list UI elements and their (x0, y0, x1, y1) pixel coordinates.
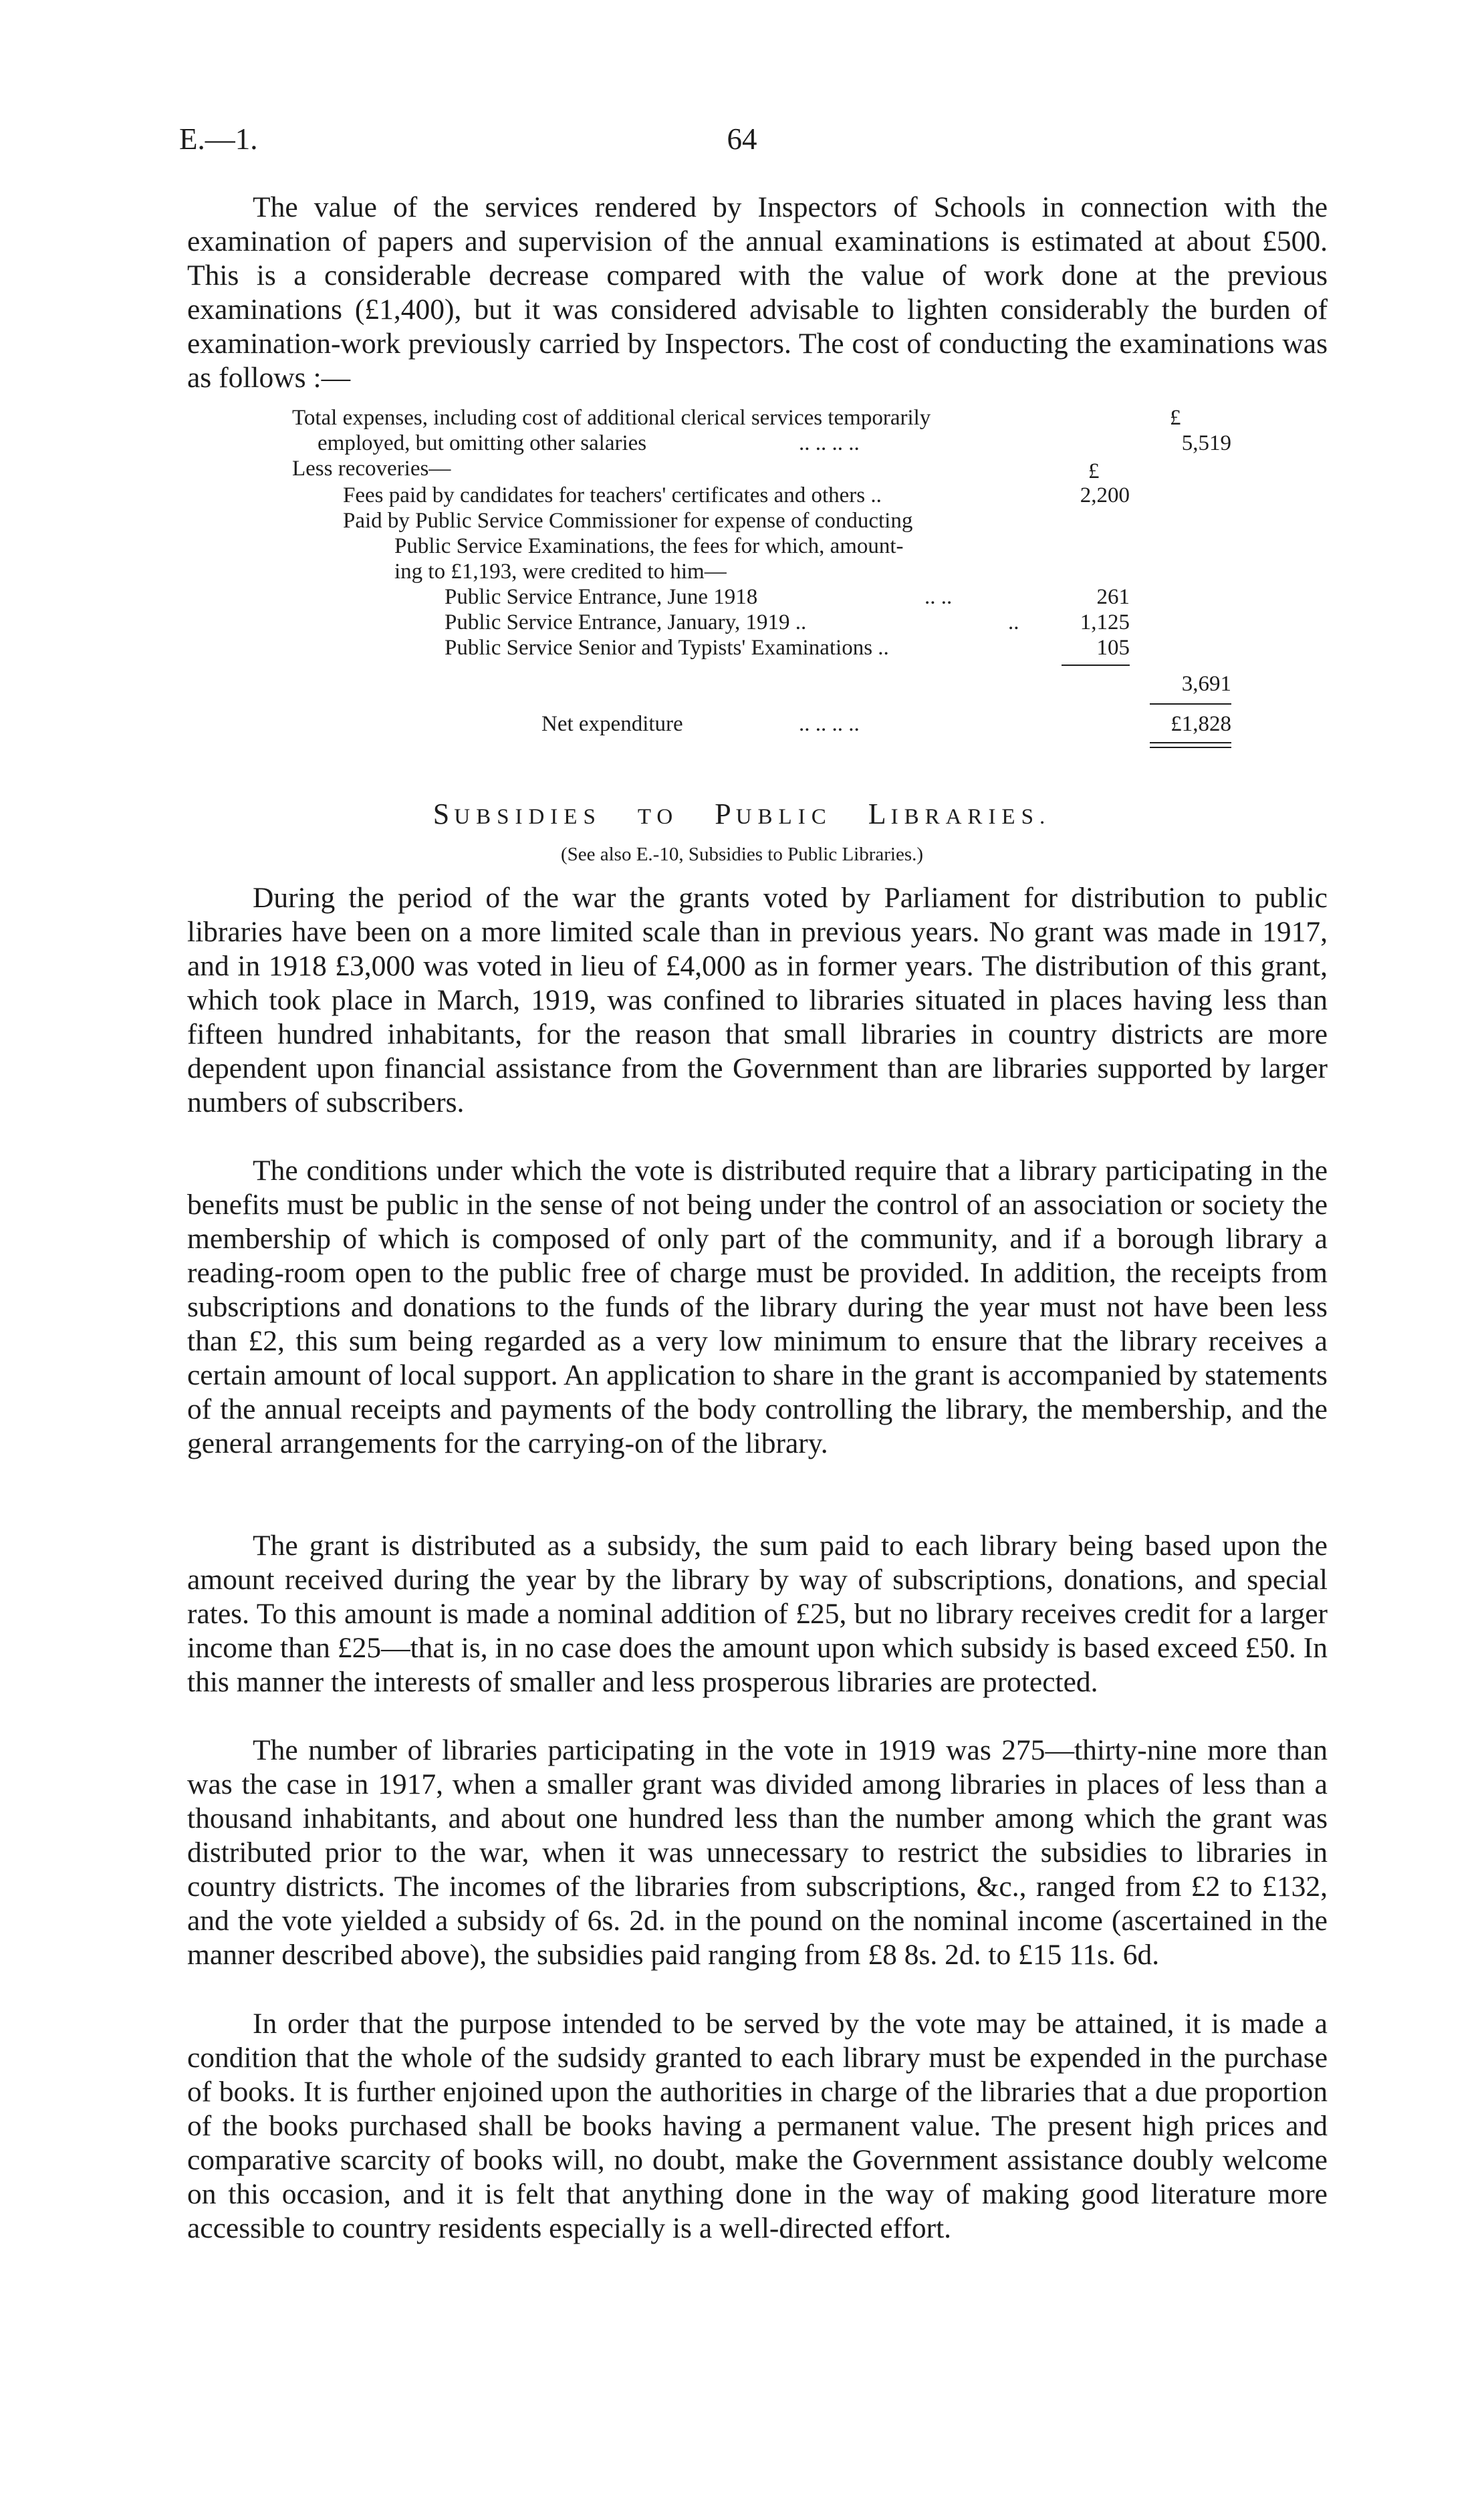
june-1918-entrance-label: Public Service Entrance, June 1918 (445, 585, 758, 609)
page-number: 64 (727, 122, 757, 156)
senior-typists-exam-value: 105 (1096, 636, 1130, 660)
less-recoveries-label: Less recoveries— (292, 457, 451, 481)
total-expenses-line-1: Total expenses, including cost of additional clerical services temporarily (292, 406, 931, 430)
paragraph-book-purchase: In order that the purpose intended to be served by the vote may be attained, it is made a condition that the whole of the sudsidy granted to each library must be expended in the purchase of books. It is further enjoined upon the authorities in charge of the libraries that a due proportion of the books purchased shall be books having a permanent value. The present high prices and comparative scarcity of books will, no doubt, make the Government assistance doubly welcome on this occasion, and it is felt that anything done in the way of making good literature more accessible to country residents especially is a well-directed effort. (187, 2008, 1328, 2244)
net-double-rule-bottom (1150, 747, 1231, 748)
total-expenses-line-2: employed, but omitting other salaries (318, 431, 647, 455)
section-subtitle: (See also E.-10, Subsidies to Public Libraries.) (560, 844, 924, 865)
june-1918-entrance-dots: .. .. (924, 585, 953, 609)
title-word-public: PUBLIC (715, 798, 832, 830)
title-word-subsidies: SUBSIDIES (432, 798, 602, 830)
commissioner-payment-line-1: Paid by Public Service Commissioner for expense of conducting (343, 509, 913, 533)
net-double-rule-top (1150, 742, 1231, 743)
report-reference: E.—1. (179, 122, 258, 156)
net-expenditure-leader-dots: .. .. .. .. (799, 712, 860, 736)
subtotal-rule (1062, 665, 1130, 666)
total-expenses-leader-dots: .. .. .. .. (799, 431, 860, 455)
teacher-certificate-fees-label: Fees paid by candidates for teachers' certificates and others .. (343, 483, 882, 507)
commissioner-payment-line-3: ing to £1,193, were credited to him— (394, 560, 727, 584)
paragraph-participation: The number of libraries participating in the vote in 1919 was 275—thirty-nine more than was the case in 1917, when a smaller grant was divided among libraries in places of less than a thousand inhabitants, and about one hundred less than the number among which the grant was distributed prior to the war, when it was unnecessary to restrict the subsidies to libraries in country districts. The incomes of the libraries from subscriptions, &c., ranged from £2 to £132, and the vote yielded a subsidy of 6s. 2d. in the pound on the nominal income (ascertained in the manner described above), the subsidies paid ranging from £8 8s. 2d. to £15 11s. 6d. (187, 1734, 1328, 1971)
teacher-certificate-fees-value: 2,200 (1080, 483, 1130, 507)
paragraph-subsidy-basis: The grant is distributed as a subsidy, the sum paid to each library being based upon the amount received during the year by the library by way of subscriptions, donations, and special rates. To this amount is made a nominal addition of £25, but no library receives credit for a larger income than £25—that is, in no case does the amount upon which subsidy is based exceed £50. In this manner the interests of smaller and less prosperous libraries are protected. (187, 1530, 1328, 1698)
january-1919-entrance-value: 1,125 (1080, 610, 1130, 634)
intro-paragraph: The value of the services rendered by Inspectors of Schools in connection with the examination of papers and supervision of the annual examinations is estimated at about £500. This is a considerable decrease compared with the value of work done at the previous examinations (£1,400), but it was considered advisable to lighten considerably the burden of examination-work previously carried by Inspectors. The cost of conducting the examinations was as follows :— (187, 191, 1328, 394)
title-word-libraries: LIBRARIES. (868, 798, 1052, 830)
total-rule (1150, 703, 1231, 705)
currency-symbol-outer: £ (1170, 406, 1181, 430)
january-1919-entrance-dots: .. (1008, 610, 1019, 634)
january-1919-entrance-label: Public Service Entrance, January, 1919 .. (445, 610, 807, 634)
commissioner-payment-line-2: Public Service Examinations, the fees for which, amount- (394, 534, 904, 558)
currency-symbol-inner: £ (1088, 459, 1100, 483)
title-word-to: TO (637, 805, 679, 829)
june-1918-entrance-value: 261 (1096, 585, 1130, 609)
total-expenses-value: 5,519 (1181, 431, 1231, 455)
paragraph-conditions: The conditions under which the vote is distributed require that a library participating in the benefits must be public in the sense of not being under the control of an association or society the membership of which is composed of only part of the community, and if a borough library a reading-room open to the public free of charge must be provided. In addition, the receipts from subscriptions and donations to the funds of the library during the year must not have been less than £2, this sum being regarded as a very low minimum to ensure that the library receives a certain amount of local support. An application to share in the grant is accompanied by statements of the annual receipts and payments of the body controlling the library, the membership, and the general arrangements for the carrying-on of the library. (187, 1155, 1328, 1459)
paragraph-war-grants: During the period of the war the grants voted by Parliament for distribution to public libraries have been on a more limited scale than in previous years. No grant was made in 1917, and in 1918 £3,000 was voted in lieu of £4,000 as in former years. The distribution of this grant, which took place in March, 1919, was confined to libraries situated in places having less than fifteen hundred inhabitants, for the reason that small libraries in country districts are more dependent upon financial assistance from the Government than are libraries supported by larger numbers of subscribers. (187, 882, 1328, 1118)
net-expenditure-value: £1,828 (1170, 712, 1231, 736)
senior-typists-exam-label: Public Service Senior and Typists' Examinations .. (445, 636, 889, 660)
recoveries-total-value: 3,691 (1181, 672, 1231, 696)
net-expenditure-label: Net expenditure (541, 712, 683, 736)
section-title (0, 797, 1484, 831)
